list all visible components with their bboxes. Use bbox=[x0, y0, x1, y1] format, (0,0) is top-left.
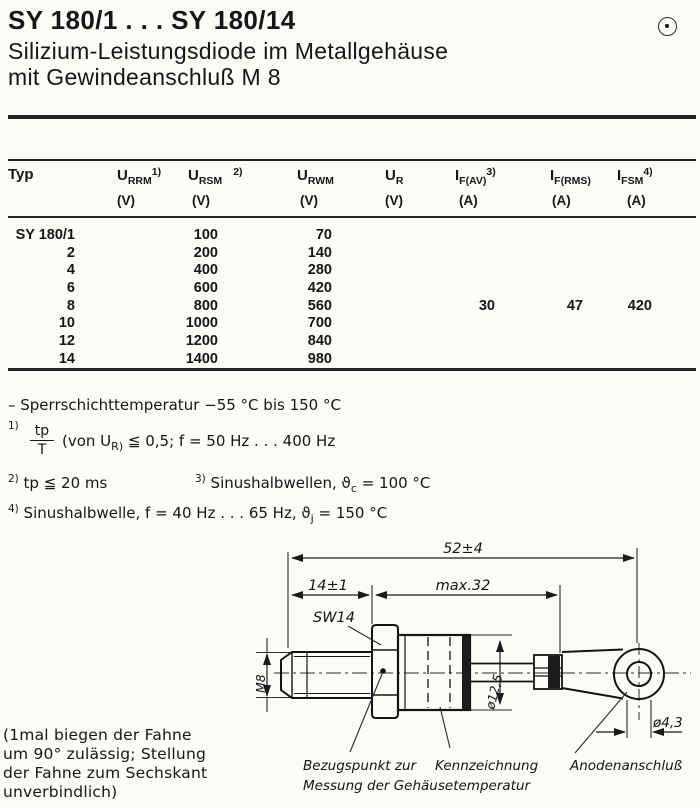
col-header-ursm-symbol: $U_{RSM}^{2)}$ bbox=[188, 166, 243, 187]
col-header-ifav-unit: (A) bbox=[459, 193, 478, 208]
label-anode-connection: Anodenanschluß bbox=[570, 758, 683, 774]
cell-typ: 2 bbox=[66, 244, 75, 261]
col-header-urrm bbox=[117, 166, 161, 208]
dim-stud-length: 14±1 bbox=[308, 578, 348, 594]
reference-point-dot bbox=[380, 668, 386, 674]
crimp-dark-band bbox=[548, 656, 560, 688]
col-header-typ: Typ bbox=[8, 166, 34, 183]
page-subtitle-line1: Silizium-Leistungsdiode im Metallgehäuse bbox=[8, 38, 449, 64]
cell-typ: 10 bbox=[58, 315, 75, 332]
col-header-ifrms-symbol: $I_{F(RMS)}$ bbox=[550, 167, 591, 187]
bend-note-line: (1mal biegen der Fahne bbox=[3, 726, 192, 744]
dim-hole-diameter: ø4,3 bbox=[653, 715, 683, 731]
cell-urrm: 1200 bbox=[185, 333, 218, 350]
table-row bbox=[8, 351, 688, 369]
cell-typ: 6 bbox=[66, 280, 75, 297]
cell-ifav-shared: 30 bbox=[478, 298, 495, 314]
dim-body-length: max.32 bbox=[435, 578, 491, 594]
note2-text: $^{2)}$ tp ≦ 20 ms bbox=[8, 473, 108, 492]
cell-ifrms-shared: 47 bbox=[566, 298, 583, 314]
table-row bbox=[8, 280, 688, 298]
col-header-ifav bbox=[455, 166, 496, 208]
page-subtitle-line2: mit Gewindeanschluß M 8 bbox=[8, 64, 281, 90]
bend-note-line: unverbindlich) bbox=[3, 783, 118, 801]
bend-note-line: um 90° zulässig; Stellung bbox=[3, 745, 207, 763]
dim-body-diameter: ø12,5 bbox=[482, 672, 506, 711]
cell-urwm: 420 bbox=[307, 280, 332, 297]
table-row bbox=[8, 298, 688, 316]
outline-drawing bbox=[250, 540, 700, 808]
bend-note bbox=[3, 726, 207, 802]
diode-outline bbox=[281, 625, 664, 718]
col-header-ur-symbol: $U_R$ bbox=[385, 167, 404, 187]
cell-urwm: 280 bbox=[307, 262, 332, 279]
body-end-cap bbox=[462, 636, 470, 709]
cell-typ: 12 bbox=[58, 333, 75, 350]
circled-dot-icon bbox=[658, 17, 677, 36]
table-row bbox=[8, 315, 688, 333]
col-header-ifsm bbox=[617, 166, 653, 208]
label-marking: Kennzeichnung bbox=[435, 758, 539, 774]
dim-overall-length: 52±4 bbox=[443, 541, 483, 557]
dim-wrench-size: SW14 bbox=[313, 610, 355, 626]
cell-urrm: 400 bbox=[193, 262, 218, 279]
fraction-numerator: tp bbox=[30, 423, 54, 441]
col-header-urwm bbox=[297, 166, 334, 208]
table-row bbox=[8, 333, 688, 351]
fraction-denominator: T bbox=[37, 442, 47, 458]
cell-urrm: 1000 bbox=[185, 315, 218, 332]
col-header-urwm-symbol: $U_{RWM}$ bbox=[297, 167, 334, 187]
col-header-ifav-symbol: $I_{F(AV)}^{3)}$ bbox=[455, 166, 496, 187]
col-header-ur-unit: (V) bbox=[385, 193, 403, 208]
stud-outline bbox=[281, 652, 372, 698]
cell-typ: 14 bbox=[58, 350, 75, 367]
col-header-ifrms bbox=[550, 166, 591, 208]
cell-urwm: 140 bbox=[307, 244, 332, 261]
cell-urrm: 200 bbox=[193, 244, 218, 261]
cell-urrm: 100 bbox=[193, 227, 218, 243]
note4-text: $^{4)}$ Sinushalbwelle, f = 40 Hz . . . 65 Hz, $ϑ_j = 150$ °C bbox=[8, 503, 388, 525]
page-title: SY 180/1 . . . SY 180/14 bbox=[8, 5, 296, 35]
col-header-ifsm-unit: (A) bbox=[627, 193, 646, 208]
table-header-rule bbox=[8, 216, 696, 218]
cell-urwm: 70 bbox=[315, 227, 332, 243]
col-header-ifrms-unit: (A) bbox=[552, 193, 571, 208]
table-row bbox=[8, 262, 688, 280]
col-header-ursm bbox=[188, 166, 243, 208]
col-header-ursm-unit: (V) bbox=[192, 193, 210, 208]
cell-urwm: 700 bbox=[307, 315, 332, 332]
note3-text: $^{3)}$ Sinushalbwellen, $ϑ_c = 100$ °C bbox=[195, 473, 431, 495]
cell-urrm: 600 bbox=[193, 280, 218, 297]
ratings-table-body bbox=[8, 227, 688, 369]
cell-typ: 4 bbox=[66, 262, 75, 279]
dim-thread: M8 bbox=[253, 674, 268, 693]
title-divider bbox=[8, 115, 696, 119]
col-header-urrm-unit: (V) bbox=[117, 193, 135, 208]
circled-dot-center bbox=[665, 24, 668, 27]
col-header-urrm-symbol: $U_{RRM}^{1)}$ bbox=[117, 166, 162, 187]
table-row bbox=[8, 227, 688, 245]
cell-urrm: 1400 bbox=[185, 350, 218, 367]
table-top-rule bbox=[8, 159, 696, 161]
cell-typ: 8 bbox=[66, 297, 75, 314]
col-header-urwm-unit: (V) bbox=[300, 193, 318, 208]
label-reference-point-line1: Bezugspunkt zur bbox=[303, 758, 417, 774]
note1-fraction bbox=[30, 423, 54, 458]
cell-urwm: 840 bbox=[307, 333, 332, 350]
label-reference-point-line2: Messung der Gehäusetemperatur bbox=[303, 778, 531, 794]
cell-urrm: 800 bbox=[193, 297, 218, 314]
table-row bbox=[8, 245, 688, 263]
cell-ifsm-shared: 420 bbox=[627, 298, 652, 314]
note1-marker: 1) bbox=[8, 420, 19, 432]
note1-text: (von $U_{R)}$ ≦ 0,5; f = 50 Hz . . . 400 Hz bbox=[62, 432, 336, 453]
col-header-ur bbox=[385, 166, 403, 208]
bend-note-line: der Fahne zum Sechskant bbox=[3, 764, 208, 782]
note-junction-temperature: – Sperrschichttemperatur −55 °C bis 150 °C bbox=[8, 396, 341, 414]
cell-urwm: 980 bbox=[307, 350, 332, 367]
cell-typ: SY 180/1 bbox=[15, 227, 75, 243]
cell-urwm: 560 bbox=[307, 297, 332, 314]
flag-taper-bottom bbox=[562, 688, 623, 699]
flag-taper-top bbox=[562, 650, 623, 653]
col-header-ifsm-symbol: $I_{FSM}^{4)}$ bbox=[617, 166, 653, 187]
